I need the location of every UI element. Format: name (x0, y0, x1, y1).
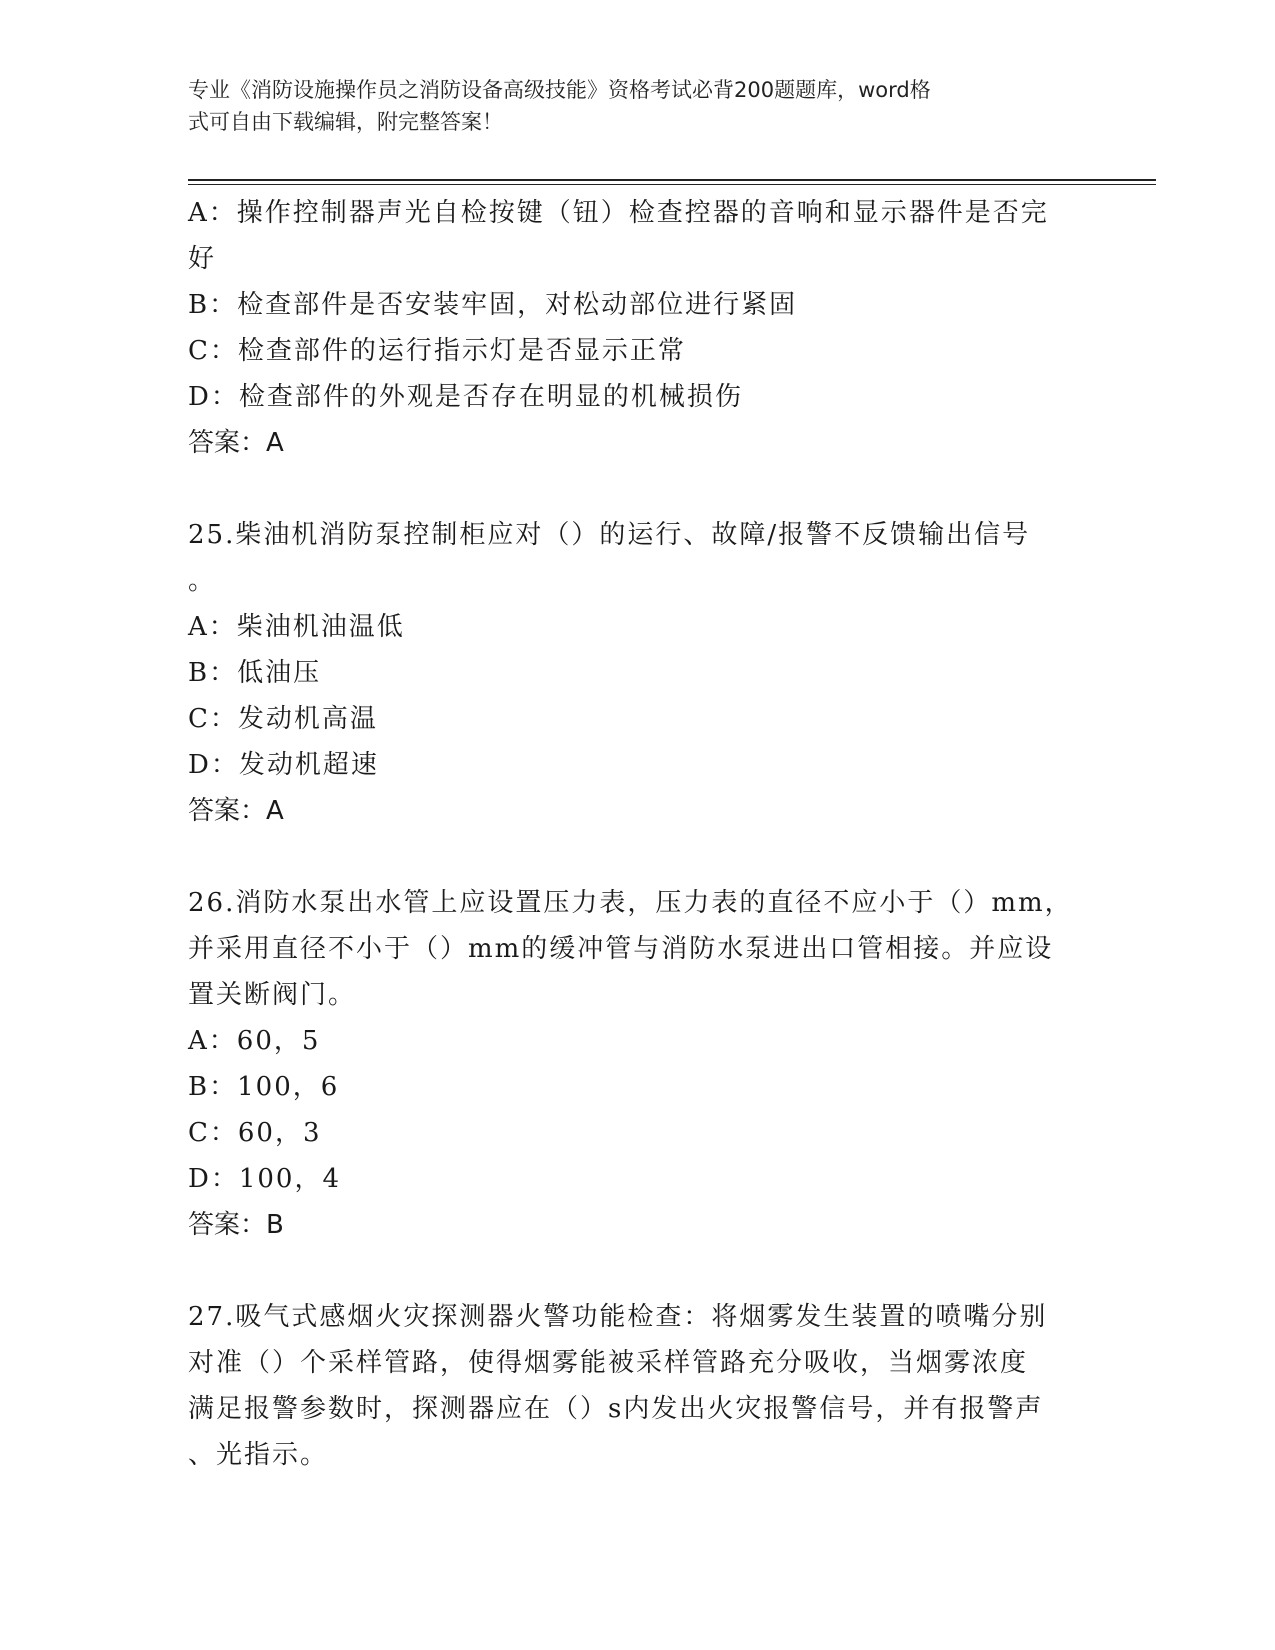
header-rule-thin (188, 184, 1156, 185)
question-text-continued: 并采用直径不小于（）mm的缓冲管与消防水泵进出口管相接。并应设 (188, 934, 1054, 964)
option-b: B：100，6 (188, 1072, 340, 1102)
question-text: 27.吸气式感烟火灾探测器火警功能检查：将烟雾发生装置的喷嘴分别 (188, 1302, 1048, 1332)
option-a: A：柴油机油温低 (188, 612, 405, 642)
option-c: C：60，3 (188, 1118, 322, 1148)
prev-question (188, 190, 1088, 466)
question-text: 25.柴油机消防泵控制柜应对（）的运行、故障/报警不反馈输出信号 (188, 520, 1031, 550)
question-25 (188, 512, 1088, 834)
question-26 (188, 880, 1088, 1248)
spacer (188, 1248, 1088, 1294)
document-body (188, 190, 1088, 1478)
option-c: C：检查部件的运行指示灯是否显示正常 (188, 336, 686, 366)
option-b: B：检查部件是否安装牢固，对松动部位进行紧固 (188, 290, 798, 320)
question-text-continued: 满足报警参数时，探测器应在（）s内发出火灾报警信号，并有报警声 (188, 1394, 1044, 1424)
header-line-2: 式可自由下载编辑，附完整答案！ (188, 110, 503, 134)
header-line-1: 专业《消防设施操作员之消防设备高级技能》资格考试必背200题题库，word格 (188, 78, 931, 102)
header-rule-thick (188, 179, 1156, 181)
option-d: D：100，4 (188, 1164, 342, 1194)
question-text-continued: 置关断阀门。 (188, 980, 357, 1010)
question-text-continued: 对准（）个采样管路，使得烟雾能被采样管路充分吸收，当烟雾浓度 (188, 1348, 1029, 1378)
question-text-continued: 。 (188, 566, 217, 596)
option-a: A：60，5 (188, 1026, 321, 1056)
spacer (188, 466, 1088, 512)
answer: 答案：A (188, 428, 284, 458)
option-a-continued: 好 (188, 244, 217, 274)
question-27 (188, 1294, 1088, 1478)
question-text: 26.消防水泵出水管上应设置压力表，压力表的直径不应小于（）mm， (188, 888, 1073, 918)
question-text-continued: 、光指示。 (188, 1440, 329, 1470)
answer: 答案：B (188, 1210, 284, 1240)
option-d: D：检查部件的外观是否存在明显的机械损伤 (188, 382, 743, 412)
option-d: D：发动机超速 (188, 750, 379, 780)
option-a: A：操作控制器声光自检按键（钮）检查控器的音响和显示器件是否完 (188, 198, 1049, 228)
option-c: C：发动机高温 (188, 704, 378, 734)
spacer (188, 834, 1088, 880)
option-b: B：低油压 (188, 658, 322, 688)
answer: 答案：A (188, 796, 284, 826)
document-header (188, 74, 1068, 138)
